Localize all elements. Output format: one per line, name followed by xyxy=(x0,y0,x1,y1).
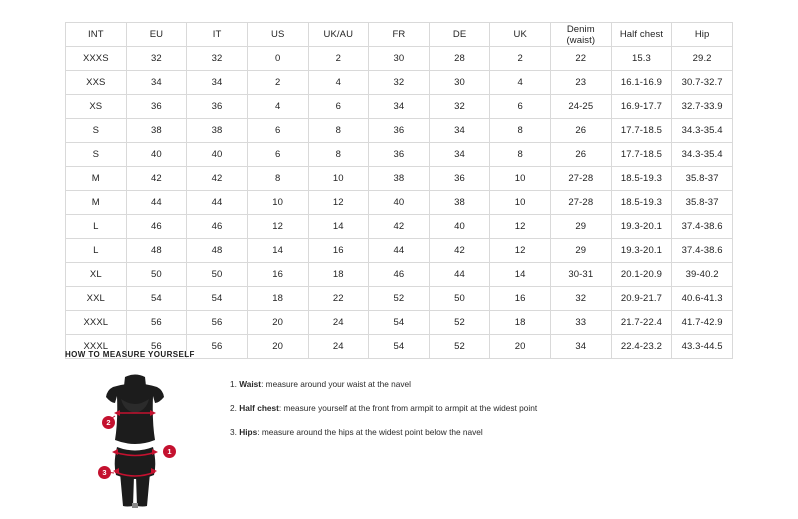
measure-item-term: Waist xyxy=(239,379,262,389)
cell-it: 38 xyxy=(187,119,248,143)
measure-item-term: Half chest xyxy=(239,403,279,413)
measure-item-half-chest xyxy=(230,401,537,415)
cell-half-chest: 16.9-17.7 xyxy=(611,95,672,119)
cell-int: XXXS xyxy=(66,47,127,71)
cell-fr: 40 xyxy=(369,191,430,215)
cell-denim-waist: 26 xyxy=(551,119,612,143)
cell-half-chest: 17.7-18.5 xyxy=(611,143,672,167)
cell-denim-waist: 26 xyxy=(551,143,612,167)
cell-eu: 36 xyxy=(126,95,187,119)
cell-int: XXXL xyxy=(66,335,127,359)
cell-uk: 8 xyxy=(490,119,551,143)
cell-half-chest: 17.7-18.5 xyxy=(611,119,672,143)
cell-us: 6 xyxy=(247,143,308,167)
cell-it: 44 xyxy=(187,191,248,215)
cell-half-chest: 20.9-21.7 xyxy=(611,287,672,311)
cell-hip: 35.8-37 xyxy=(672,191,733,215)
table-row xyxy=(66,287,733,311)
cell-de: 40 xyxy=(429,215,490,239)
mannequin-figure-icon xyxy=(75,369,195,509)
cell-denim-waist: 23 xyxy=(551,71,612,95)
size-chart-container xyxy=(65,22,733,359)
measure-item-text: : measure yourself at the front from armpit to armpit at the widest point xyxy=(278,403,538,413)
cell-us: 0 xyxy=(247,47,308,71)
cell-uk: 2 xyxy=(490,47,551,71)
table-row xyxy=(66,119,733,143)
cell-us: 10 xyxy=(247,191,308,215)
cell-hip: 29.2 xyxy=(672,47,733,71)
cell-half-chest: 18.5-19.3 xyxy=(611,191,672,215)
cell-uk: 8 xyxy=(490,143,551,167)
cell-eu: 32 xyxy=(126,47,187,71)
cell-us: 18 xyxy=(247,287,308,311)
cell-de: 30 xyxy=(429,71,490,95)
measure-item-hips xyxy=(230,425,537,439)
cell-eu: 42 xyxy=(126,167,187,191)
cell-int: M xyxy=(66,167,127,191)
cell-de: 42 xyxy=(429,239,490,263)
cell-eu: 46 xyxy=(126,215,187,239)
cell-uk-au: 4 xyxy=(308,71,369,95)
column-header-int: INT xyxy=(66,23,127,47)
column-header-eu: EU xyxy=(126,23,187,47)
cell-uk-au: 24 xyxy=(308,311,369,335)
table-row xyxy=(66,167,733,191)
cell-denim-waist: 34 xyxy=(551,335,612,359)
cell-uk: 10 xyxy=(490,191,551,215)
column-header-uk-au: UK/AU xyxy=(308,23,369,47)
cell-eu: 48 xyxy=(126,239,187,263)
badge-half-chest: 2 xyxy=(102,416,115,429)
cell-it: 54 xyxy=(187,287,248,311)
cell-half-chest: 16.1-16.9 xyxy=(611,71,672,95)
cell-int: XL xyxy=(66,263,127,287)
cell-de: 34 xyxy=(429,143,490,167)
badge-waist: 1 xyxy=(163,445,176,458)
cell-de: 50 xyxy=(429,287,490,311)
cell-denim-waist: 30-31 xyxy=(551,263,612,287)
cell-it: 40 xyxy=(187,143,248,167)
measure-item-number: 1. xyxy=(230,379,237,389)
cell-hip: 32.7-33.9 xyxy=(672,95,733,119)
cell-it: 42 xyxy=(187,167,248,191)
cell-us: 14 xyxy=(247,239,308,263)
cell-uk-au: 16 xyxy=(308,239,369,263)
cell-uk: 20 xyxy=(490,335,551,359)
cell-hip: 35.8-37 xyxy=(672,167,733,191)
cell-denim-waist: 32 xyxy=(551,287,612,311)
cell-uk: 14 xyxy=(490,263,551,287)
cell-it: 34 xyxy=(187,71,248,95)
cell-fr: 42 xyxy=(369,215,430,239)
cell-uk-au: 6 xyxy=(308,95,369,119)
cell-eu: 56 xyxy=(126,311,187,335)
cell-fr: 44 xyxy=(369,239,430,263)
cell-fr: 36 xyxy=(369,119,430,143)
cell-us: 16 xyxy=(247,263,308,287)
cell-half-chest: 18.5-19.3 xyxy=(611,167,672,191)
table-row xyxy=(66,47,733,71)
how-to-measure-title: HOW TO MEASURE YOURSELF xyxy=(65,350,195,359)
cell-half-chest: 21.7-22.4 xyxy=(611,311,672,335)
how-to-measure-body xyxy=(65,369,765,509)
cell-de: 34 xyxy=(429,119,490,143)
cell-denim-waist: 33 xyxy=(551,311,612,335)
cell-uk-au: 8 xyxy=(308,143,369,167)
cell-uk: 6 xyxy=(490,95,551,119)
cell-de: 36 xyxy=(429,167,490,191)
cell-de: 52 xyxy=(429,311,490,335)
measure-item-waist xyxy=(230,377,537,391)
cell-denim-waist: 24-25 xyxy=(551,95,612,119)
cell-uk-au: 2 xyxy=(308,47,369,71)
cell-uk-au: 24 xyxy=(308,335,369,359)
size-chart-body xyxy=(66,47,733,359)
cell-hip: 34.3-35.4 xyxy=(672,143,733,167)
size-chart-table xyxy=(65,22,733,359)
measure-item-number: 2. xyxy=(230,403,237,413)
cell-hip: 43.3-44.5 xyxy=(672,335,733,359)
column-header-hip: Hip xyxy=(672,23,733,47)
cell-fr: 34 xyxy=(369,95,430,119)
cell-denim-waist: 27-28 xyxy=(551,167,612,191)
cell-half-chest: 22.4-23.2 xyxy=(611,335,672,359)
cell-fr: 54 xyxy=(369,311,430,335)
cell-eu: 54 xyxy=(126,287,187,311)
cell-int: L xyxy=(66,239,127,263)
table-header-row xyxy=(66,23,733,47)
cell-it: 56 xyxy=(187,311,248,335)
cell-uk-au: 12 xyxy=(308,191,369,215)
cell-de: 32 xyxy=(429,95,490,119)
cell-uk-au: 18 xyxy=(308,263,369,287)
cell-int: S xyxy=(66,143,127,167)
cell-hip: 37.4-38.6 xyxy=(672,215,733,239)
table-row xyxy=(66,239,733,263)
measure-item-term: Hips xyxy=(239,427,258,437)
table-row xyxy=(66,263,733,287)
cell-us: 20 xyxy=(247,311,308,335)
table-row xyxy=(66,71,733,95)
cell-hip: 30.7-32.7 xyxy=(672,71,733,95)
cell-half-chest: 15.3 xyxy=(611,47,672,71)
cell-uk-au: 22 xyxy=(308,287,369,311)
cell-it: 50 xyxy=(187,263,248,287)
cell-uk: 10 xyxy=(490,167,551,191)
column-header-de: DE xyxy=(429,23,490,47)
cell-us: 20 xyxy=(247,335,308,359)
column-header-uk: UK xyxy=(490,23,551,47)
measure-item-text: : measure around the hips at the widest point below the navel xyxy=(257,427,483,437)
cell-fr: 38 xyxy=(369,167,430,191)
table-row xyxy=(66,191,733,215)
cell-hip: 40.6-41.3 xyxy=(672,287,733,311)
column-header-half-chest: Half chest xyxy=(611,23,672,47)
cell-hip: 39-40.2 xyxy=(672,263,733,287)
cell-de: 52 xyxy=(429,335,490,359)
how-to-measure-section xyxy=(65,350,765,509)
cell-half-chest: 20.1-20.9 xyxy=(611,263,672,287)
cell-denim-waist: 22 xyxy=(551,47,612,71)
mannequin-illustration xyxy=(75,369,195,509)
badge-hips: 3 xyxy=(98,466,111,479)
cell-hip: 37.4-38.6 xyxy=(672,239,733,263)
cell-us: 4 xyxy=(247,95,308,119)
cell-denim-waist: 29 xyxy=(551,215,612,239)
cell-uk: 12 xyxy=(490,239,551,263)
cell-int: XXS xyxy=(66,71,127,95)
column-header-fr: FR xyxy=(369,23,430,47)
cell-int: XXXL xyxy=(66,311,127,335)
cell-denim-waist: 29 xyxy=(551,239,612,263)
cell-de: 38 xyxy=(429,191,490,215)
cell-eu: 34 xyxy=(126,71,187,95)
cell-uk-au: 8 xyxy=(308,119,369,143)
cell-uk: 4 xyxy=(490,71,551,95)
cell-it: 32 xyxy=(187,47,248,71)
column-header-us: US xyxy=(247,23,308,47)
cell-fr: 54 xyxy=(369,335,430,359)
measure-item-number: 3. xyxy=(230,427,237,437)
cell-fr: 36 xyxy=(369,143,430,167)
cell-fr: 30 xyxy=(369,47,430,71)
column-header-it: IT xyxy=(187,23,248,47)
size-chart-head xyxy=(66,23,733,47)
cell-int: XXL xyxy=(66,287,127,311)
cell-denim-waist: 27-28 xyxy=(551,191,612,215)
measure-item-text: : measure around your waist at the navel xyxy=(261,379,411,389)
cell-us: 8 xyxy=(247,167,308,191)
cell-de: 44 xyxy=(429,263,490,287)
cell-de: 28 xyxy=(429,47,490,71)
table-row xyxy=(66,143,733,167)
cell-hip: 34.3-35.4 xyxy=(672,119,733,143)
cell-fr: 32 xyxy=(369,71,430,95)
cell-int: L xyxy=(66,215,127,239)
cell-eu: 56 xyxy=(126,335,187,359)
cell-int: S xyxy=(66,119,127,143)
cell-eu: 38 xyxy=(126,119,187,143)
cell-uk: 12 xyxy=(490,215,551,239)
cell-eu: 40 xyxy=(126,143,187,167)
cell-uk-au: 14 xyxy=(308,215,369,239)
cell-int: XS xyxy=(66,95,127,119)
cell-it: 46 xyxy=(187,215,248,239)
cell-half-chest: 19.3-20.1 xyxy=(611,215,672,239)
cell-fr: 52 xyxy=(369,287,430,311)
cell-us: 2 xyxy=(247,71,308,95)
table-row xyxy=(66,311,733,335)
table-row xyxy=(66,215,733,239)
cell-us: 6 xyxy=(247,119,308,143)
cell-eu: 50 xyxy=(126,263,187,287)
table-row xyxy=(66,95,733,119)
cell-it: 56 xyxy=(187,335,248,359)
cell-hip: 41.7-42.9 xyxy=(672,311,733,335)
cell-half-chest: 19.3-20.1 xyxy=(611,239,672,263)
cell-it: 48 xyxy=(187,239,248,263)
cell-us: 12 xyxy=(247,215,308,239)
cell-eu: 44 xyxy=(126,191,187,215)
how-to-measure-list xyxy=(230,369,537,449)
cell-uk: 16 xyxy=(490,287,551,311)
cell-it: 36 xyxy=(187,95,248,119)
cell-uk: 18 xyxy=(490,311,551,335)
cell-uk-au: 10 xyxy=(308,167,369,191)
cell-int: M xyxy=(66,191,127,215)
cell-fr: 46 xyxy=(369,263,430,287)
column-header-denim-waist: Denim (waist) xyxy=(551,23,612,47)
